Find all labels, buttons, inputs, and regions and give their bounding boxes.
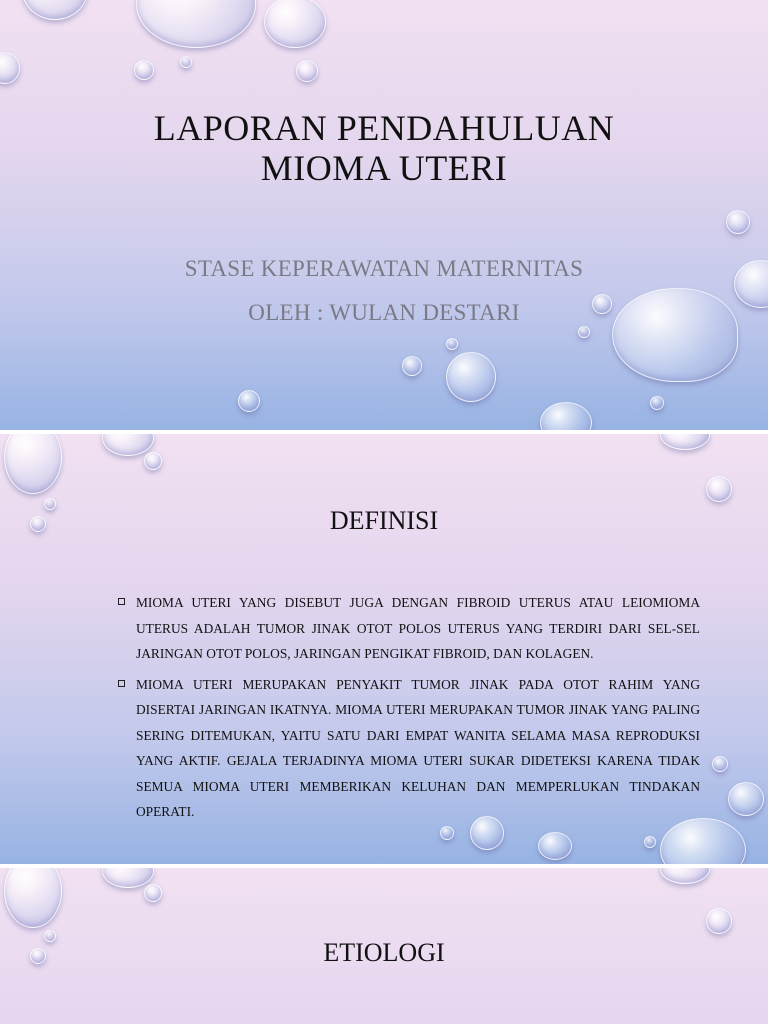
water-drop-decoration xyxy=(446,352,496,402)
water-drop-decoration xyxy=(296,60,318,82)
subtitle-author: OLEH : WULAN DESTARI xyxy=(248,300,520,325)
water-drop-decoration xyxy=(4,868,62,928)
checkbox-bullet-icon xyxy=(118,680,125,687)
section-heading-etiologi: ETIOLOGI xyxy=(323,938,445,967)
water-drop-decoration xyxy=(706,908,732,934)
water-drop-decoration xyxy=(660,434,710,450)
water-drop-decoration xyxy=(134,60,154,80)
water-drop-decoration xyxy=(402,356,422,376)
water-drop-decoration xyxy=(144,884,162,902)
water-drop-decoration xyxy=(0,52,20,84)
water-drop-decoration xyxy=(644,836,656,848)
water-drop-decoration xyxy=(540,402,592,430)
presentation-title xyxy=(0,108,768,188)
list-item-text: MIOMA UTERI YANG DISEBUT JUGA DENGAN FIBROID UTERUS ATAU LEIOMIOMA UTERUS ADALAH TUMOR JINAK OTOT POLOS UTERUS YANG TERDIRI DARI SEL-SEL JARINGAN OTOT POLOS, JARINGAN PENGIKAT FIBROID, DAN KOLAGEN. xyxy=(136,595,700,661)
slide-definisi xyxy=(0,434,768,864)
water-drop-decoration xyxy=(728,782,764,816)
water-drop-decoration xyxy=(144,452,162,470)
water-drop-decoration xyxy=(136,0,256,48)
slide-title xyxy=(0,0,768,430)
water-drop-decoration xyxy=(264,0,326,48)
title-line-2: MIOMA UTERI xyxy=(260,148,508,188)
subtitle-stase: STASE KEPERAWATAN MATERNITAS xyxy=(184,256,584,281)
water-drop-decoration xyxy=(102,434,154,456)
list-item xyxy=(116,590,700,667)
water-drop-decoration xyxy=(706,476,732,502)
water-drop-decoration xyxy=(650,396,664,410)
water-drop-decoration xyxy=(102,868,154,888)
water-drop-decoration xyxy=(4,434,62,494)
water-drop-decoration xyxy=(238,390,260,412)
water-drop-decoration xyxy=(712,756,728,772)
slide-etiologi xyxy=(0,868,768,1024)
water-drop-decoration xyxy=(660,868,710,884)
water-drop-decoration xyxy=(180,56,192,68)
checkbox-bullet-icon xyxy=(118,598,125,605)
water-drop-decoration xyxy=(22,0,88,20)
definition-list xyxy=(116,590,700,830)
list-item xyxy=(116,672,700,825)
water-drop-decoration xyxy=(446,338,458,350)
section-heading-definisi: DEFINISI xyxy=(329,506,439,535)
list-item-text: MIOMA UTERI MERUPAKAN PENYAKIT TUMOR JINAK PADA OTOT RAHIM YANG DISERTAI JARINGAN IKATNYA. MIOMA UTERI MERUPAKAN TUMOR JINAK YANG PALING SERING DITEMUKAN, YAITU SATU DARI EMPAT WANITA SELAMA MASA REPRODUKSI YANG AKTIF. GEJALA TERJADINYA MIOMA UTERI SUKAR DIDETEKSI KARENA TIDAK SEMUA MIOMA UTERI MEMBERIKAN KELUHAN DAN MEMPERLUKAN TINDAKAN OPERATI. xyxy=(136,676,700,819)
water-drop-decoration xyxy=(578,326,590,338)
water-drop-decoration xyxy=(726,210,750,234)
title-line-1: LAPORAN PENDAHULUAN xyxy=(153,108,615,148)
water-drop-decoration xyxy=(538,832,572,860)
